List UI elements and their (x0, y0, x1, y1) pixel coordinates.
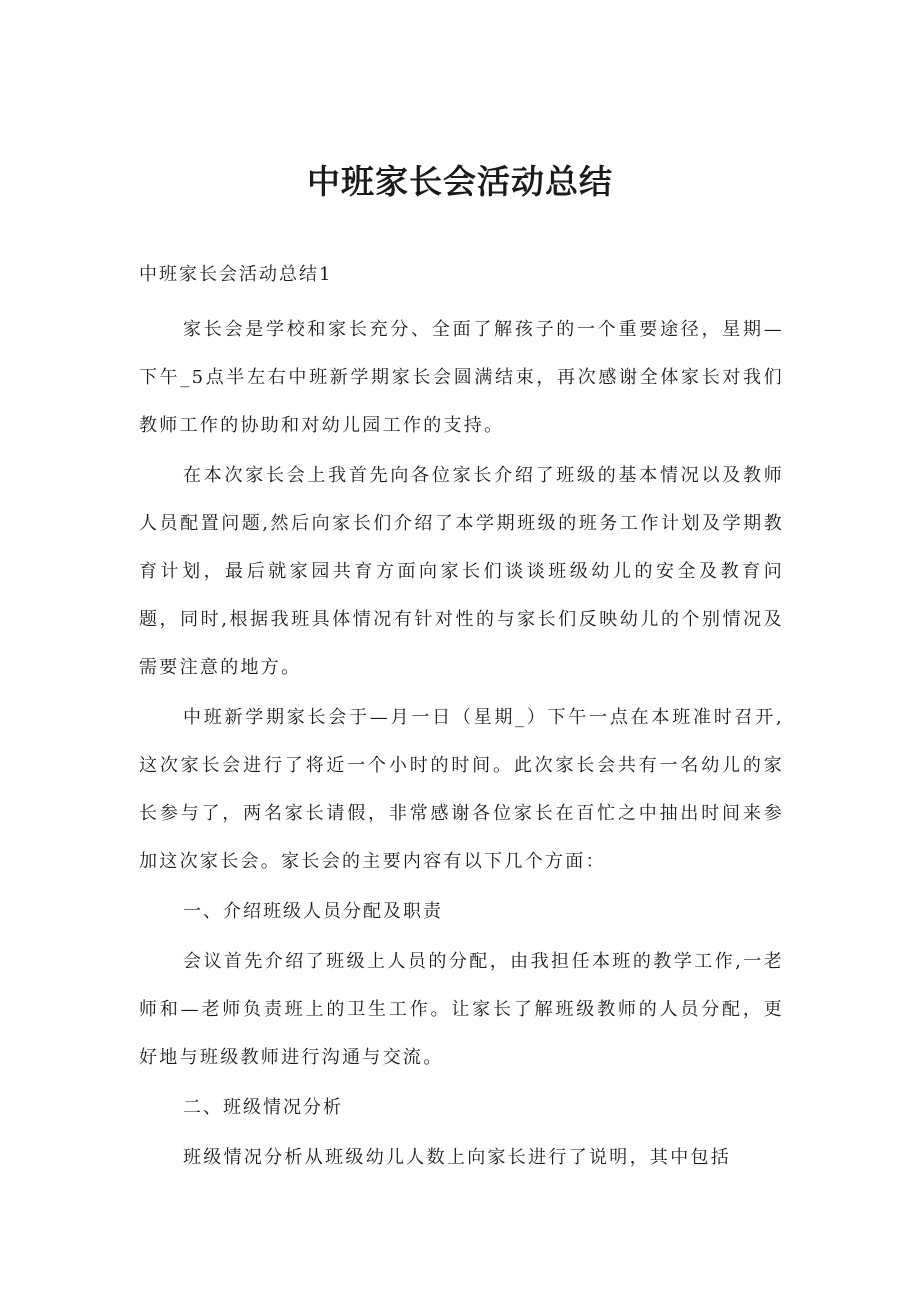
section-heading-class-analysis: 二、班级情况分析 (183, 1097, 343, 1118)
paragraph-meeting-content: 在本次家长会上我首先向各位家长介绍了班级的基本情况以及教师人员配置问题,然后向家长们介绍了本学期班级的班务工作计划及学期教育计划，最后就家园共育方面向家长们谈谈班级幼儿的安全及教育问题，同时,根据我班具体情况有针对性的与家长们反映幼儿的个别情况及需要注意的地方。 (139, 465, 784, 678)
paragraph-staff: 会议首先介绍了班级上人员的分配，由我担任本班的教学工作,一老师和—老师负责班上的卫生工作。让家长了解班级教师的人员分配，更好地与班级教师进行沟通与交流。 (139, 951, 784, 1068)
paragraph-class-analysis: 班级情况分析从班级幼儿人数上向家长进行了说明，其中包括 (183, 1147, 732, 1168)
paragraph-intro: 家长会是学校和家长充分、全面了解孩子的一个重要途径，星期—下午_5点半左右中班新学期家长会圆满结束，再次感谢全体家长对我们教师工作的协助和对幼儿园工作的支持。 (139, 319, 784, 436)
paragraph-meeting-details: 中班新学期家长会于—月一日（星期_）下午一点在本班准时召开,这次家长会进行了将近一个小时的时间。此次家长会共有一名幼儿的家长参与了，两名家长请假，非常感谢各位家长在百忙之中抽出时间来参加这次家长会。家长会的主要内容有以下几个方面： (139, 707, 784, 872)
document-title: 中班家长会活动总结 (307, 162, 613, 201)
section-heading-staff: 一、介绍班级人员分配及职责 (183, 901, 443, 922)
document-body (139, 306, 784, 1184)
document-subtitle: 中班家长会活动总结1 (139, 264, 333, 285)
